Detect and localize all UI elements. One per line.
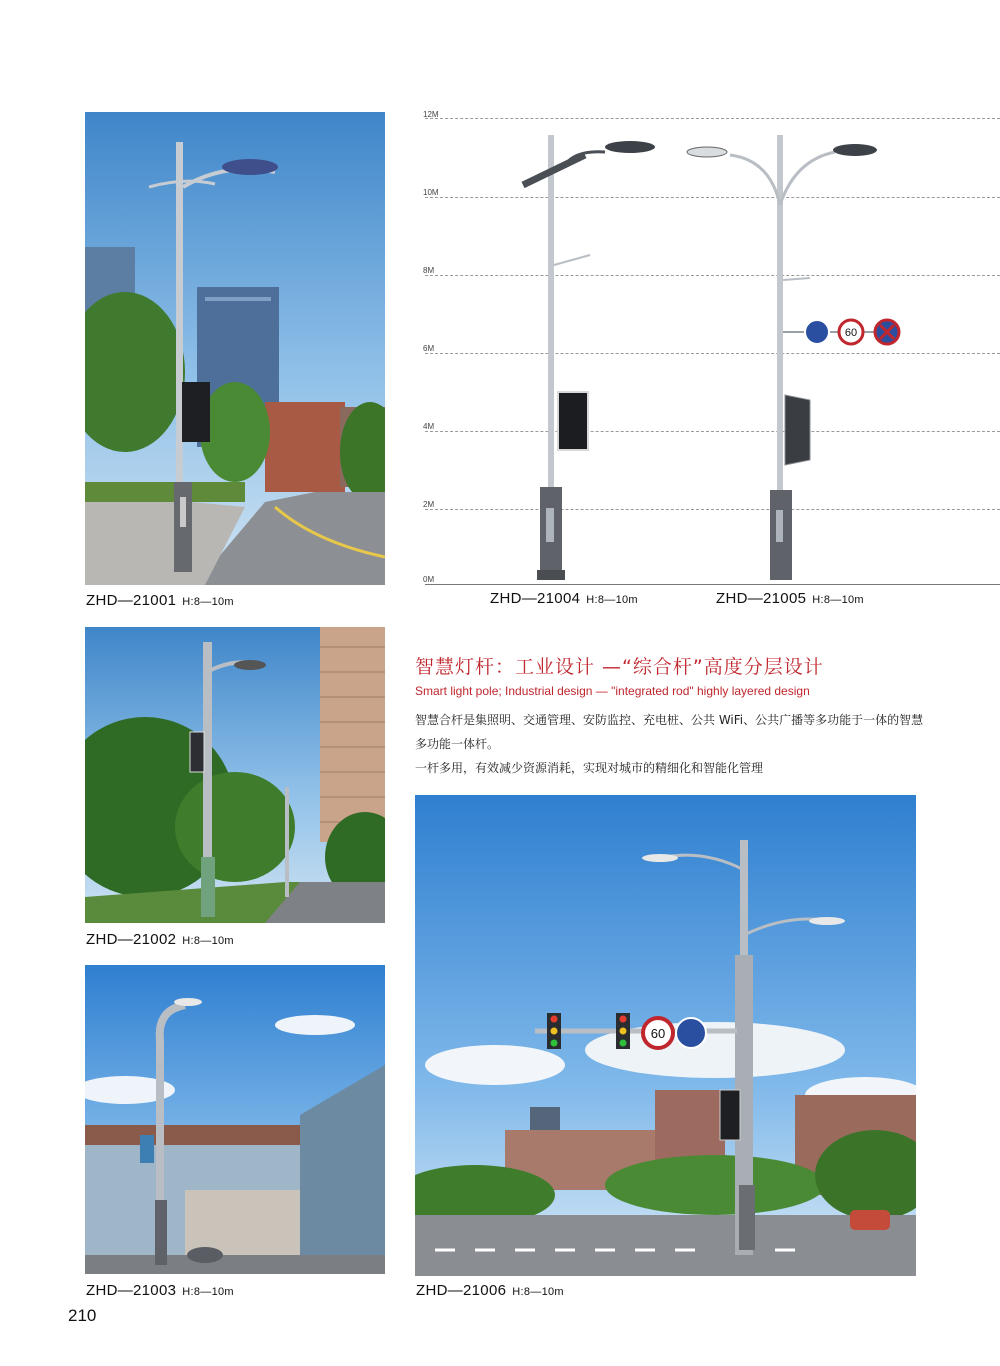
speed-limit-sign: 60: [844, 327, 858, 339]
model-code: ZHD—21005: [716, 590, 807, 607]
description-paragraph-2: 一杆多用，有效减少资源消耗，实现对城市的精细化和智能化管理: [415, 761, 764, 775]
photo-zhd-21003: [85, 965, 385, 1274]
height-spec: H:8—10m: [182, 935, 234, 947]
scale-label: 2M: [423, 500, 435, 509]
speed-limit-sign: 60: [650, 1026, 666, 1041]
page-number: 210: [68, 1306, 97, 1325]
height-spec: H:8—10m: [812, 594, 864, 606]
scale-label: 4M: [423, 422, 435, 431]
model-code: ZHD—21001: [86, 592, 177, 609]
photo-zhd-21002: [85, 627, 385, 923]
model-code: ZHD—21006: [416, 1282, 507, 1299]
height-spec: H:8—10m: [182, 1286, 234, 1298]
scale-label: 12M: [423, 110, 439, 119]
caption-zhd-21001: [86, 592, 234, 609]
description-paragraph-1: 智慧合杆是集照明、交通管理、安防监控、充电桩、公共 WiFi、公共广播等多功能于一体的智慧多功能一体杆。: [415, 713, 924, 751]
pole-zhd-21004: [515, 130, 665, 585]
scale-label: 0M: [423, 575, 435, 584]
caption-zhd-21002: [86, 931, 234, 948]
section-title: 智慧灯杆：工业设计 —“综合杆”高度分层设计: [415, 656, 824, 678]
photo-zhd-21006: [415, 795, 916, 1276]
scale-label: 8M: [423, 266, 435, 275]
height-spec: H:8—10m: [586, 594, 638, 606]
model-code: ZHD—21003: [86, 1282, 177, 1299]
scale-label: 6M: [423, 344, 435, 353]
model-code: ZHD—21002: [86, 931, 177, 948]
caption-zhd-21006: [416, 1282, 564, 1299]
section-subtitle: Smart light pole; Industrial design — "integrated rod" highly layered design: [415, 684, 810, 698]
height-spec: H:8—10m: [512, 1286, 564, 1298]
caption-zhd-21005: [716, 590, 864, 607]
pole-zhd-21005: [685, 130, 915, 585]
caption-zhd-21003: [86, 1282, 234, 1299]
caption-zhd-21004: [490, 590, 638, 607]
scale-label: 10M: [423, 188, 439, 197]
photo-zhd-21001: [85, 112, 385, 585]
height-spec: H:8—10m: [182, 596, 234, 608]
model-code: ZHD—21004: [490, 590, 581, 607]
